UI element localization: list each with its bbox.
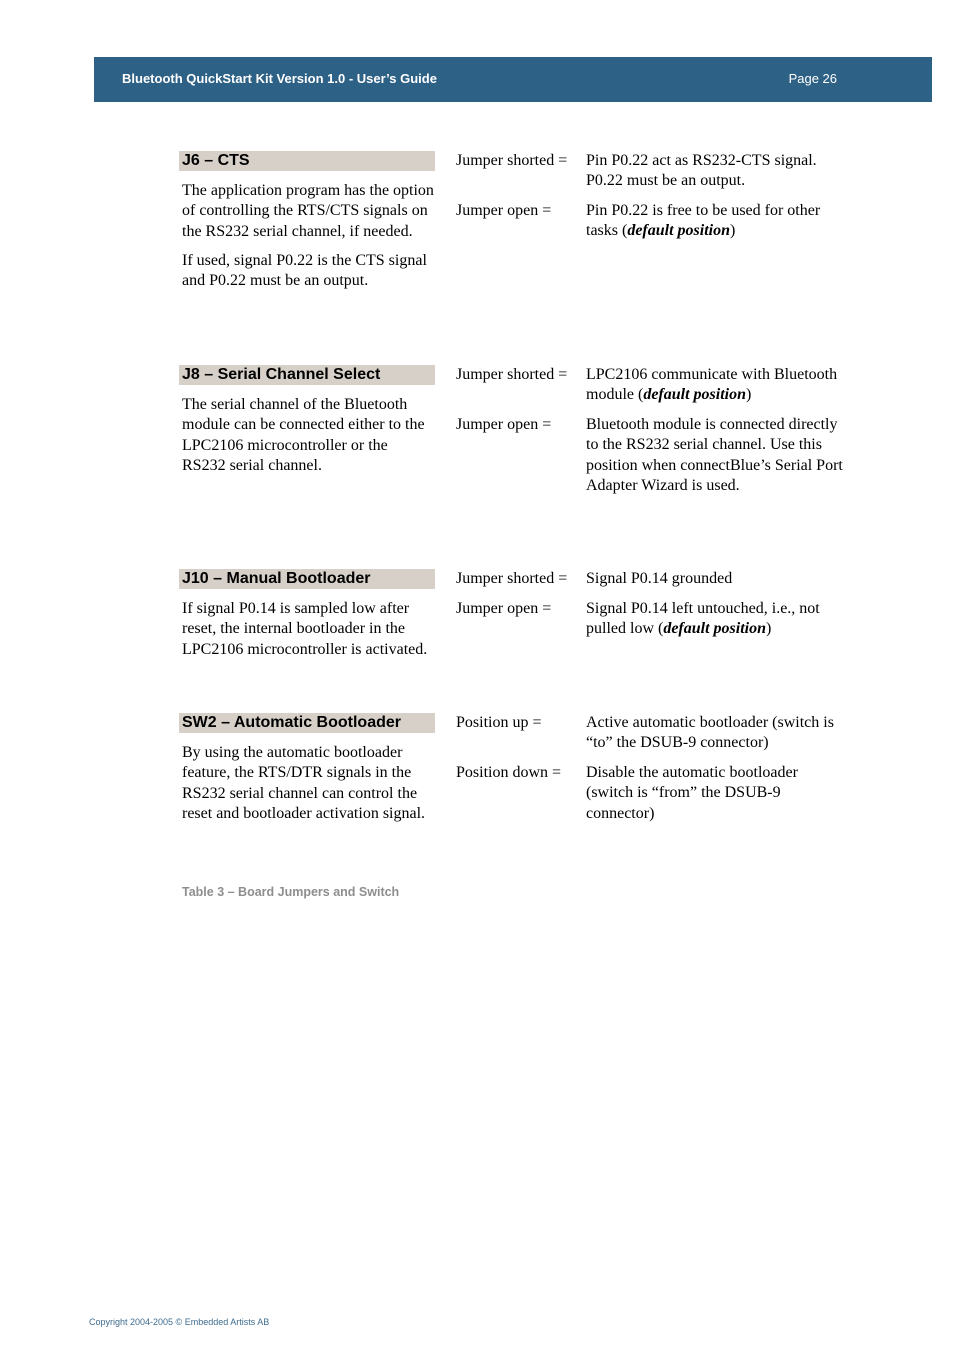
setting-label: Position down = (456, 764, 562, 782)
setting-value: LPC2106 communicate with Bluetooth module (default position) (586, 366, 838, 404)
setting-label: Jumper shorted = (456, 366, 568, 383)
document-title: Bluetooth QuickStart Kit Version 1.0 - User’s Guide (122, 71, 437, 86)
copyright-footer: Copyright 2004-2005 © Embedded Artists AB (89, 1317, 270, 1327)
setting-row (456, 713, 856, 754)
section-title: J8 – Serial Channel Select (179, 365, 435, 385)
description-paragraph: The application program has the option of controlling the RTS/CTS signals on the RS232 serial channel, if needed. (182, 182, 434, 240)
setting-list (456, 713, 856, 833)
page-number: Page 26 (788, 71, 837, 86)
description-paragraph: If signal P0.14 is sampled low after reset, the internal bootloader in the LPC2106 microcontroller is activated. (182, 600, 428, 658)
setting-row (456, 201, 856, 242)
setting-row (456, 569, 856, 589)
setting-label: Jumper shorted = (456, 570, 568, 587)
setting-row (456, 415, 856, 496)
setting-list (456, 569, 856, 649)
section-description (182, 395, 434, 485)
setting-label: Jumper open = (456, 416, 552, 434)
description-paragraph: By using the automatic bootloader feature, the RTS/DTR signals in the RS232 serial channel can control the reset and bootloader activation signal. (182, 744, 426, 822)
setting-label: Jumper shorted = (456, 152, 568, 169)
table-caption: Table 3 – Board Jumpers and Switch (182, 885, 400, 899)
setting-row (456, 599, 856, 640)
setting-list (456, 151, 856, 251)
setting-label: Jumper open = (456, 599, 552, 617)
setting-label: Position up = (456, 714, 542, 731)
setting-label: Jumper open = (456, 202, 552, 220)
section-title: J10 – Manual Bootloader (179, 569, 435, 589)
setting-value: Active automatic bootloader (switch is “to” the DSUB-9 connector) (586, 714, 834, 752)
setting-row (456, 365, 856, 406)
setting-value: Signal P0.14 grounded (586, 570, 733, 587)
default-position-emphasis: default position (663, 620, 767, 638)
setting-list (456, 365, 856, 506)
page-header (94, 57, 932, 102)
setting-value: Disable the automatic bootloader (switch is “from” the DSUB-9 connector) (586, 764, 798, 822)
setting-row (456, 763, 856, 824)
setting-value: Pin P0.22 is free to be used for other tasks (default position) (586, 202, 821, 240)
description-paragraph: If used, signal P0.22 is the CTS signal and P0.22 must be an output. (182, 251, 427, 290)
description-paragraph: The serial channel of the Bluetooth module can be connected either to the LPC2106 microcontroller or the RS232 serial channel. (182, 396, 425, 474)
section-title: SW2 – Automatic Bootloader (179, 713, 435, 733)
setting-value: Signal P0.14 left untouched, i.e., not pulled low (default position) (586, 599, 820, 638)
section-description (182, 181, 434, 300)
setting-value: Pin P0.22 act as RS232-CTS signal. P0.22 must be an output. (586, 152, 817, 190)
section-title: J6 – CTS (179, 151, 435, 171)
section-description (182, 599, 434, 669)
setting-row (456, 151, 856, 192)
default-position-emphasis: default position (627, 222, 731, 240)
setting-value: Bluetooth module is connected directly to the RS232 serial channel. Use this position when connectBlue’s Serial Port Adapter Wizard is used. (586, 416, 843, 494)
default-position-emphasis: default position (643, 386, 747, 404)
section-description (182, 743, 434, 833)
